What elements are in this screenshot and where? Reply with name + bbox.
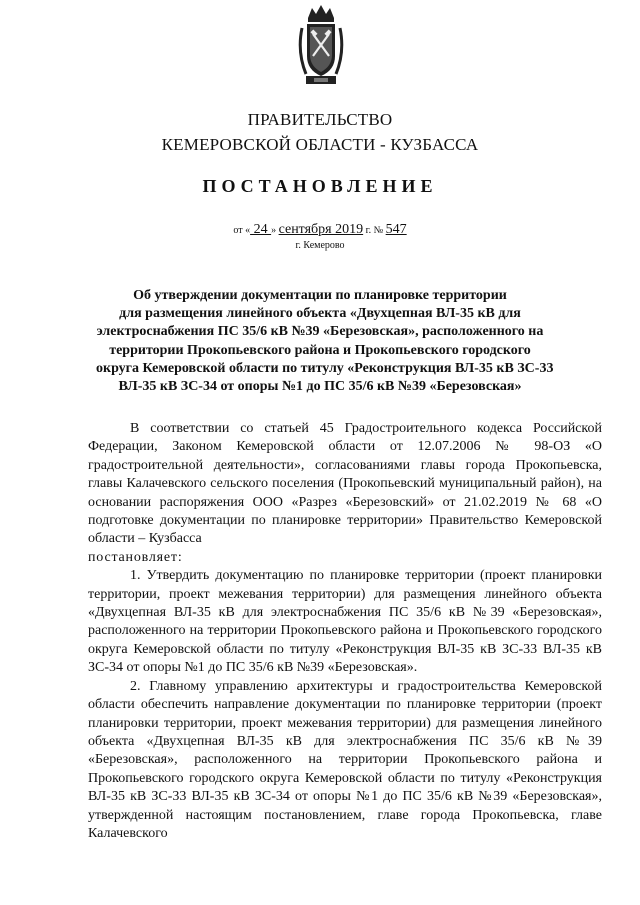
document-body [88, 420, 602, 843]
subject-line: округа Кемеровской области по титулу «Реконструкция ВЛ-35 кВ ЗС-33 [96, 360, 554, 376]
item-1-paragraph: 1. Утвердить документацию по планировке территории (проект планировки территории, проект межевания территории) для размещения линейного объекта «Двухцепная ВЛ-35 кВ для электроснабжения ПС 35/6 кВ №39 «Березовская», расположенного на территории Прокопьевского района и Прокопьевского городского округа Кемеровской области по титулу «Реконструкция ВЛ-35 кВ ЗС-33 ВЛ-35 кВ ЗС-34 от опоры №1 до ПС 35/6 кВ №39 «Березовская». [88, 568, 602, 676]
document-subject [96, 287, 554, 396]
subject-line: Об утверждении документации по планировке территории [133, 288, 507, 303]
subject-line: ВЛ-35 кВ ЗС-34 от опоры №1 до ПС 35/6 кВ №39 «Березовская» [118, 379, 522, 395]
document-type: ПОСТАНОВЛЕНИЕ [202, 176, 438, 196]
organization-region: КЕМЕРОВСКОЙ ОБЛАСТИ - КУЗБАССА [161, 135, 479, 154]
subject-line: электроснабжения ПС 35/6 кВ №39 «Березовская», расположенного на [96, 324, 544, 340]
date-from-label: от « [233, 225, 251, 236]
date-month-year: сентября 2019 [278, 222, 364, 237]
coat-of-arms-icon [296, 4, 346, 90]
date-quote-close: » [271, 225, 279, 236]
resolves-line: постановляет: [88, 549, 183, 565]
number-label: № [373, 225, 386, 236]
document-number: 547 [385, 222, 407, 237]
preamble-paragraph: В соответствии со статьей 45 Градостроительного кодекса Российской Федерации, Законом Кемеровской области от 12.07.2006 № 98-ОЗ «О градостроительной деятельности», согласованиями главы города Прокопьевска, главы Калачевского сельского поселения (Прокопьевский муниципальный район), на основании распоряжения ООО «Разрез «Березовский» от 21.02.2019 № 68 «О подготовке документации по планировке территории» Правительство Кемеровской области – Кузбасса [88, 421, 602, 547]
date-number-line [0, 222, 640, 238]
item-2-paragraph: 2. Главному управлению архитектуры и градостроительства Кемеровской области обеспечить направление документации по планировке территории (проект планировки территории, проект межевания территории) для размещения линейного объекта «Двухцепная ВЛ-35 кВ для электроснабжения ПС 35/6 кВ №39 «Березовская», расположенного на территории Прокопьевского района и Прокопьевского городского округа Кемеровской области по титулу «Реконструкция ВЛ-35 кВ ЗС-33 ВЛ-35 кВ ЗС-34 от опоры №1 до ПС 35/6 кВ №39 «Березовская», утвержденной настоящим постановлением, главе города Прокопьевска, главе Калачевского [88, 678, 602, 841]
year-suffix: г. [363, 225, 374, 236]
subject-line: для размещения линейного объекта «Двухцепная ВЛ-35 кВ для [119, 306, 521, 322]
organization-name: ПРАВИТЕЛЬСТВО [247, 110, 393, 129]
date-day: 24 [250, 222, 272, 237]
subject-line: территории Прокопьевского района и Прокопьевского городского [109, 342, 531, 358]
city-name: г. Кемерово [295, 240, 345, 251]
